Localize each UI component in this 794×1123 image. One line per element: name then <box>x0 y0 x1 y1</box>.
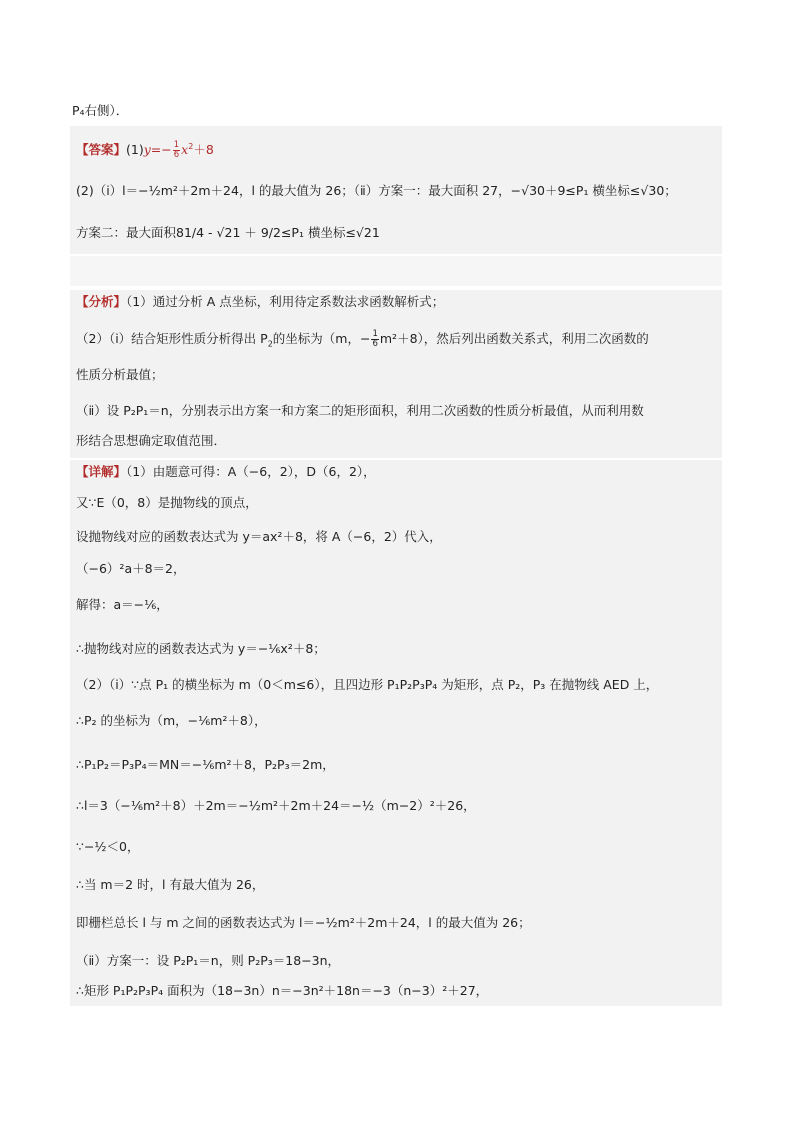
detail-line-14: （ⅱ）方案一：设 P₂P₁＝n，则 P₂P₃＝18−3n， <box>76 953 341 968</box>
detail-line-1: 【详解】（1）由题意可得：A（−6，2），D（6，2）， <box>76 464 376 479</box>
analysis-label: 【分析】 <box>76 294 127 309</box>
detail-line-7: （2）（ⅰ）∵点 P₁ 的横坐标为 m（0＜m≤6），且四边形 P₁P₂P₃P₄ 为矩形，点 P₂，P₃ 在抛物线 AED 上， <box>76 677 659 692</box>
detail-line-10: ∴l＝3（−⅙m²＋8）＋2m＝−½m²＋2m＋24＝−½（m−2）²＋26， <box>76 798 476 813</box>
detail-label: 【详解】 <box>76 464 127 479</box>
analysis-line-3: 性质分析最值； <box>76 367 164 382</box>
answer-line-1: 【答案】(1)y=− $\frac{1}{6}$ $x^2+8$ <box>76 140 214 161</box>
analysis-line-5: 形结合思想确定取值范围． <box>76 433 227 448</box>
answer-line-2: (2)（ⅰ）l＝−½m²＋2m＋24，l 的最大值为 26；（ⅱ）方案一：最大面积 27，−√30＋9≤P₁ 横坐标≤√30； <box>76 183 677 198</box>
detail-line-4: （−6）²a＋8＝2， <box>76 561 186 576</box>
detail-line-5: 解得：a＝−⅙， <box>76 597 169 612</box>
detail-line-6: ∴抛物线对应的函数表达式为 y＝−⅙x²＋8； <box>76 641 326 656</box>
detail-line-8: ∴P₂ 的坐标为（m，−⅙m²＋8）， <box>76 713 267 728</box>
detail-line-11: ∵−½＜0， <box>76 839 140 854</box>
answer-spacer <box>70 256 722 286</box>
answer-label: 【答案】 <box>76 142 127 158</box>
detail-line-2: 又∵E（0，8）是抛物线的顶点， <box>76 495 258 510</box>
detail-line-3: 设抛物线对应的函数表达式为 y＝ax²＋8，将 A（−6，2）代入， <box>76 529 442 544</box>
detail-line-13: 即栅栏总长 l 与 m 之间的函数表达式为 l＝−½m²＋2m＋24，l 的最大值为 26； <box>76 915 531 930</box>
continuation-text: P₄右侧）． <box>72 103 129 118</box>
analysis-line-1: 【分析】（1）通过分析 A 点坐标，利用待定系数法求函数解析式； <box>76 294 445 309</box>
detail-line-9: ∴P₁P₂＝P₃P₄＝MN＝−⅙m²＋8，P₂P₃＝2m， <box>76 757 335 772</box>
analysis-line-4: （ⅱ）设 P₂P₁＝n，分别表示出方案一和方案二的矩形面积，利用二次函数的性质分析最值，从而利用数 <box>76 403 644 418</box>
analysis-line-2: （2）（ⅰ）结合矩形性质分析得出 $P_2$的坐标为（m，− $\frac{1}{6}$ m²＋8），然后列出函数关系式，利用二次函数的 <box>76 329 649 349</box>
detail-line-12: ∴当 m＝2 时，l 有最大值为 26， <box>76 877 265 892</box>
answer-line-3: 方案二：最大面积81/4 - √21 ＋ 9/2≤P₁ 横坐标≤√21 <box>76 225 380 240</box>
detail-line-15: ∴矩形 P₁P₂P₃P₄ 面积为（18−3n）n＝−3n²＋18n＝−3（n−3）²＋27， <box>76 983 489 998</box>
